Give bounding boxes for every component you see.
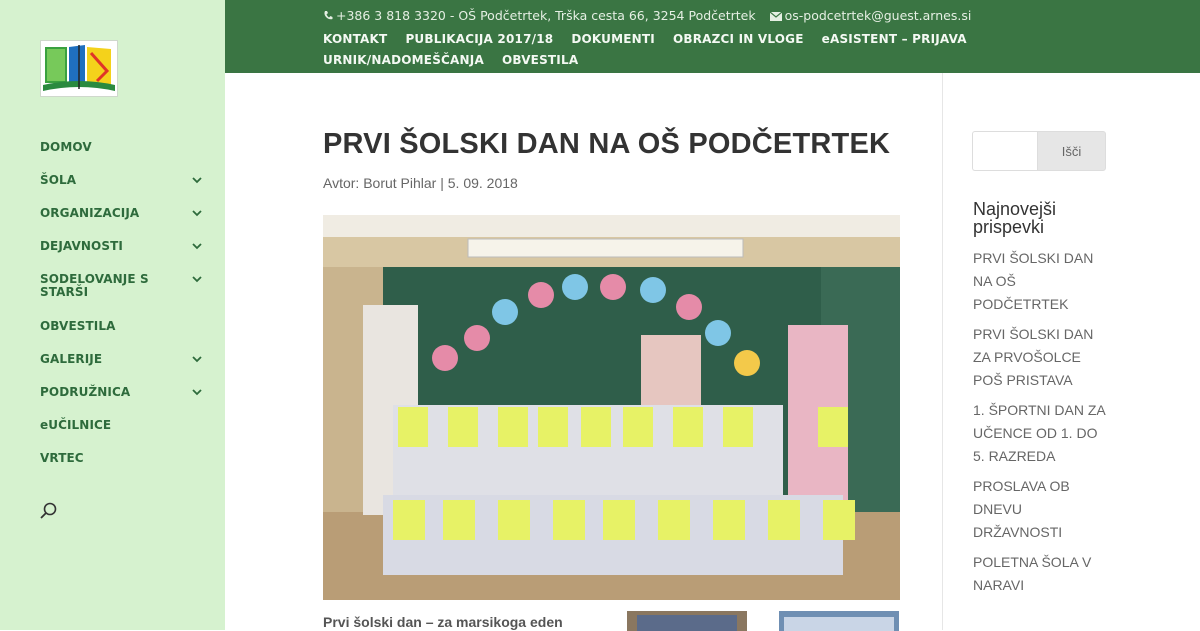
top-nav-link[interactable]: URNIK/NADOMEŠČANJA bbox=[323, 53, 484, 67]
sidebar-item[interactable] bbox=[40, 199, 210, 232]
chevron-down-icon[interactable] bbox=[192, 273, 202, 285]
top-nav bbox=[323, 29, 1083, 71]
sidebar-item[interactable] bbox=[40, 444, 210, 477]
email-icon bbox=[770, 9, 782, 24]
contact-info bbox=[323, 8, 971, 24]
sidebar-item-label: DEJAVNOSTI bbox=[40, 239, 123, 253]
recent-posts-title: Najnovejši prispevki bbox=[973, 199, 1057, 237]
post-featured-image[interactable] bbox=[323, 215, 900, 600]
gallery-thumbnail[interactable] bbox=[627, 611, 747, 631]
sidebar-item[interactable] bbox=[40, 166, 210, 199]
post-excerpt: Prvi šolski dan – za marsikoga eden bbox=[323, 614, 563, 630]
school-logo[interactable] bbox=[40, 40, 118, 97]
chevron-down-icon[interactable] bbox=[192, 174, 202, 186]
sidebar-item-label: eUČILNICE bbox=[40, 418, 112, 432]
chevron-down-icon[interactable] bbox=[192, 207, 202, 219]
sidebar bbox=[0, 0, 225, 630]
sidebar-item[interactable] bbox=[40, 312, 210, 345]
sidebar-item-label: VRTEC bbox=[40, 451, 84, 465]
search-icon[interactable] bbox=[38, 501, 58, 521]
sidebar-item[interactable] bbox=[40, 411, 210, 444]
top-nav-link[interactable]: OBVESTILA bbox=[501, 53, 579, 67]
recent-post-link[interactable]: 1. ŠPORTNI DAN ZA UČENCE OD 1. DO 5. RAZREDA bbox=[973, 402, 1105, 464]
recent-post-link[interactable]: PROSLAVA OB DNEVU DRŽAVNOSTI bbox=[973, 478, 1070, 540]
gallery-thumbnail[interactable] bbox=[779, 611, 899, 631]
chevron-down-icon[interactable] bbox=[192, 240, 202, 252]
top-nav-link[interactable]: OBRAZCI IN VLOGE bbox=[672, 32, 804, 46]
sidebar-item-label: SODELOVANJE S STARŠI bbox=[40, 272, 149, 299]
recent-posts-list bbox=[973, 247, 1113, 604]
top-nav-link[interactable]: KONTAKT bbox=[323, 32, 388, 46]
search-button[interactable]: Išči bbox=[1037, 131, 1106, 171]
sidebar-item[interactable] bbox=[40, 265, 210, 312]
recent-post-link[interactable]: PRVI ŠOLSKI DAN NA OŠ PODČETRTEK bbox=[973, 250, 1094, 312]
recent-post-link[interactable]: PRVI ŠOLSKI DAN ZA PRVOŠOLCE POŠ PRISTAVA bbox=[973, 326, 1094, 388]
main-nav bbox=[40, 133, 210, 477]
post-title: PRVI ŠOLSKI DAN NA OŠ PODČETRTEK bbox=[323, 128, 891, 160]
phone-text: +386 3 818 3320 - OŠ Podčetrtek, Trška cesta 66, 3254 Podčetrtek bbox=[336, 8, 756, 23]
top-bar bbox=[225, 0, 1200, 73]
search-input[interactable] bbox=[972, 131, 1038, 171]
sidebar-item-label: PODRUŽNICA bbox=[40, 385, 131, 399]
sidebar-item-label: ŠOLA bbox=[40, 173, 77, 187]
sidebar-item-label: ORGANIZACIJA bbox=[40, 206, 140, 220]
email-link[interactable]: os-podcetrtek@guest.arnes.si bbox=[784, 8, 972, 23]
sidebar-divider bbox=[942, 73, 943, 630]
main-content bbox=[225, 73, 942, 630]
phone-icon bbox=[323, 9, 333, 24]
sidebar-item-label: DOMOV bbox=[40, 140, 92, 154]
sidebar-item[interactable] bbox=[40, 345, 210, 378]
sidebar-item-label: OBVESTILA bbox=[40, 319, 116, 333]
top-nav-link[interactable]: eASISTENT – PRIJAVA bbox=[821, 32, 967, 46]
chevron-down-icon[interactable] bbox=[192, 353, 202, 365]
top-nav-link[interactable]: PUBLIKACIJA 2017/18 bbox=[405, 32, 554, 46]
sidebar-item[interactable] bbox=[40, 378, 210, 411]
sidebar-item[interactable] bbox=[40, 133, 210, 166]
recent-post-link[interactable]: POLETNA ŠOLA V NARAVI bbox=[973, 554, 1092, 593]
post-meta: Avtor: Borut Pihlar | 5. 09. 2018 bbox=[323, 175, 518, 191]
chevron-down-icon[interactable] bbox=[192, 386, 202, 398]
top-nav-link[interactable]: DOKUMENTI bbox=[571, 32, 655, 46]
sidebar-item[interactable] bbox=[40, 232, 210, 265]
sidebar-item-label: GALERIJE bbox=[40, 352, 103, 366]
